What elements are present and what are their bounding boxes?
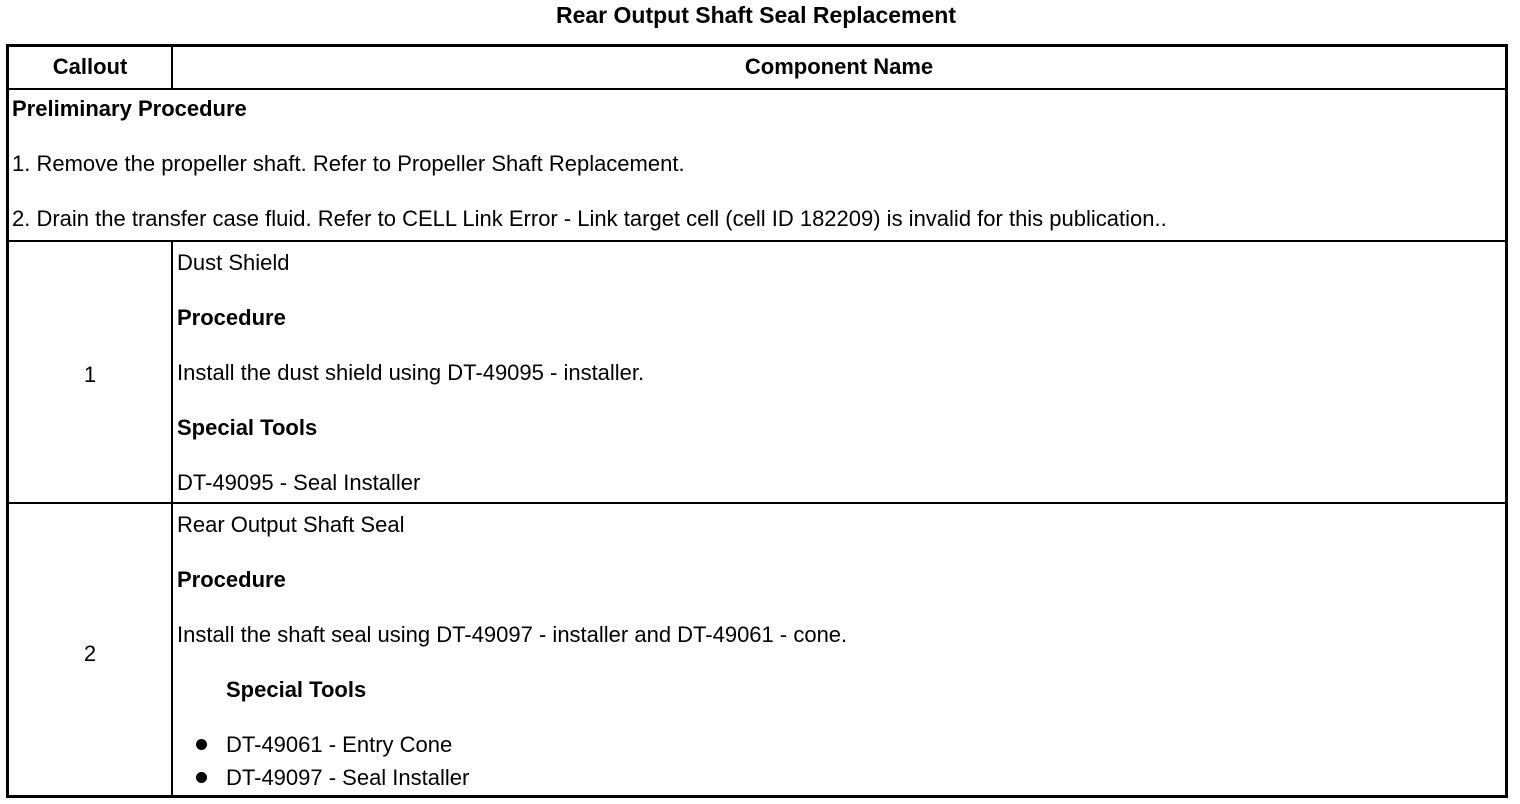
procedure-table [6, 44, 1508, 798]
procedure-heading: Procedure [177, 567, 286, 592]
table-header-row [9, 47, 1505, 90]
preliminary-procedure-row [9, 90, 1505, 242]
special-tools-heading: Special Tools [177, 415, 318, 440]
table-row-callout-2 [9, 504, 1505, 795]
callout-cell [9, 242, 173, 502]
bullet-icon [196, 772, 207, 783]
special-tool-item: DT-49095 - Seal Installer [177, 470, 421, 495]
procedure-instruction: Install the dust shield using DT-49095 - installer. [177, 360, 645, 385]
preliminary-procedure-heading: Preliminary Procedure [12, 96, 247, 121]
special-tool-item: DT-49061 - Entry Cone [226, 732, 453, 757]
procedure-heading: Procedure [177, 305, 286, 330]
bullet-icon [196, 739, 207, 750]
component-name: Dust Shield [177, 250, 290, 275]
page-title: Rear Output Shaft Seal Replacement [555, 2, 957, 28]
callout-number: 2 [83, 641, 97, 666]
callout-number: 1 [83, 362, 97, 387]
callout-column-header: Callout [9, 47, 173, 88]
special-tools-heading: Special Tools [226, 677, 367, 702]
preliminary-step: 1. Remove the propeller shaft. Refer to Propeller Shaft Replacement. [12, 151, 685, 176]
callout-cell [9, 504, 173, 795]
table-row-callout-1 [9, 242, 1505, 504]
procedure-instruction: Install the shaft seal using DT-49097 - installer and DT-49061 - cone. [177, 622, 848, 647]
component-cell [173, 242, 1505, 502]
component-name-column-header: Component Name [744, 54, 934, 79]
special-tool-item: DT-49097 - Seal Installer [226, 765, 470, 790]
component-name: Rear Output Shaft Seal [177, 512, 405, 537]
preliminary-step: 2. Drain the transfer case fluid. Refer to CELL Link Error - Link target cell (cell ID 182209) is invalid for this publication.. [12, 206, 1167, 231]
component-cell [173, 504, 1505, 795]
